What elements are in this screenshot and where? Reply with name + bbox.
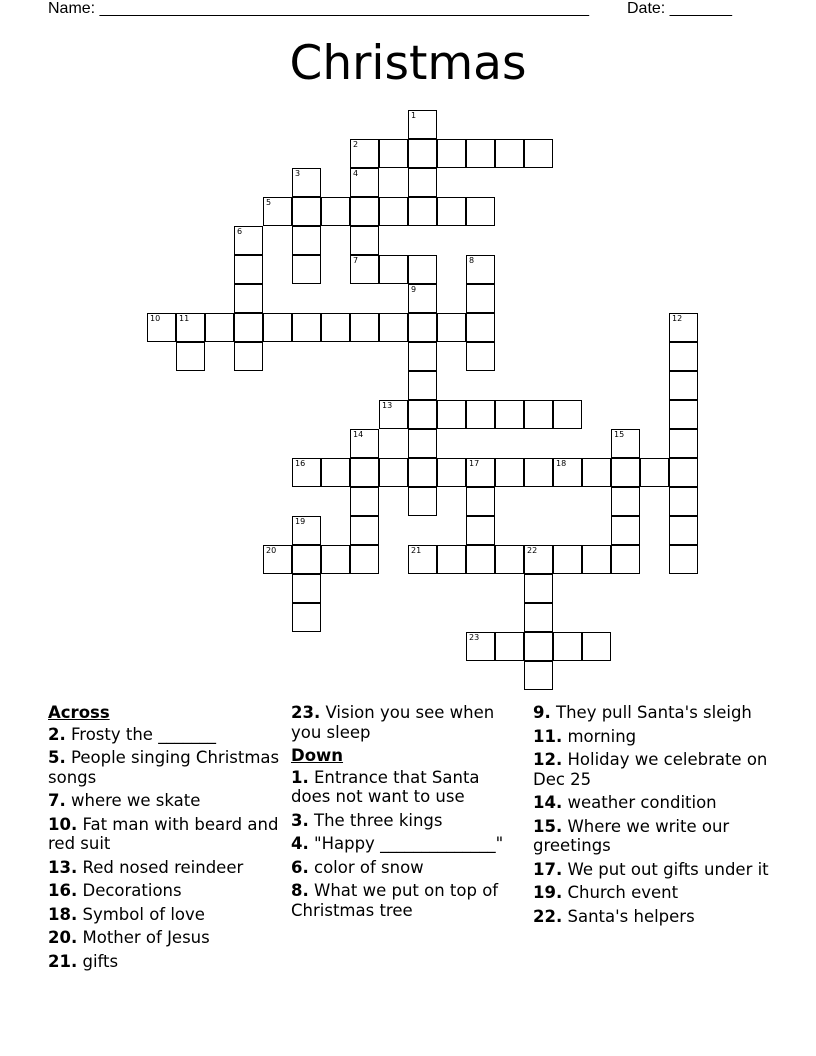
grid-cell[interactable] [234, 284, 263, 313]
grid-cell[interactable] [321, 545, 350, 574]
grid-cell[interactable] [582, 632, 611, 661]
grid-cell[interactable] [292, 197, 321, 226]
grid-cell[interactable] [321, 458, 350, 487]
grid-cell[interactable] [176, 342, 205, 371]
grid-cell[interactable] [495, 400, 524, 429]
grid-cell[interactable] [147, 313, 176, 342]
grid-cell[interactable] [408, 197, 437, 226]
grid-cell[interactable] [350, 458, 379, 487]
grid-cell[interactable] [408, 545, 437, 574]
clue-down-17: 17. We put out gifts under it [533, 859, 769, 879]
grid-cell[interactable] [466, 255, 495, 284]
grid-cell[interactable] [350, 545, 379, 574]
clue-number: 20 [266, 546, 277, 555]
clue-down-22: 22. Santa's helpers [533, 906, 695, 926]
grid-cell[interactable] [292, 574, 321, 603]
grid-cell[interactable] [350, 226, 379, 255]
grid-cell[interactable] [669, 516, 698, 545]
grid-cell[interactable] [466, 284, 495, 313]
grid-cell[interactable] [611, 458, 640, 487]
grid-cell[interactable] [466, 632, 495, 661]
clue-down-14: 14. weather condition [533, 793, 717, 812]
clue-across-10: 10. Fat man with beard and red suit [48, 814, 279, 853]
grid-cell[interactable] [611, 487, 640, 516]
clue-number: 19 [295, 517, 306, 526]
clue-across-7: 7. where we skate [48, 791, 201, 810]
grid-cell[interactable] [263, 313, 292, 342]
clue-number: 23 [469, 633, 480, 642]
clue-number: 1 [411, 111, 417, 120]
clue-across-23: 23. Vision you see when you sleep [291, 703, 495, 742]
grid-cell[interactable] [466, 197, 495, 226]
grid-cell[interactable] [466, 458, 495, 487]
clue-number: 15 [614, 430, 625, 439]
grid-cell[interactable] [350, 139, 379, 168]
grid-cell[interactable] [234, 255, 263, 284]
grid-cell[interactable] [553, 545, 582, 574]
grid-cell[interactable] [524, 139, 553, 168]
grid-cell[interactable] [408, 284, 437, 313]
grid-cell[interactable] [669, 342, 698, 371]
grid-cell[interactable] [611, 429, 640, 458]
clue-number: 21 [411, 546, 422, 555]
clue-down-1: 1. Entrance that Santa does not want to use [291, 767, 480, 806]
clue-number: 12 [672, 314, 683, 323]
grid-cell[interactable] [379, 197, 408, 226]
grid-cell[interactable] [350, 487, 379, 516]
clue-column-2 [291, 703, 523, 924]
down-heading: Down [291, 746, 344, 765]
clue-number: 13 [382, 401, 393, 410]
clue-number: 14 [353, 430, 364, 439]
grid-cell[interactable] [379, 400, 408, 429]
clue-number: 9 [411, 285, 417, 294]
clue-across-2: 2. Frosty the _______ [48, 724, 216, 744]
grid-cell[interactable] [292, 603, 321, 632]
grid-cell[interactable] [350, 197, 379, 226]
grid-cell[interactable] [466, 400, 495, 429]
grid-cell[interactable] [408, 255, 437, 284]
clue-number: 10 [150, 314, 161, 323]
clue-number: 16 [295, 459, 306, 468]
grid-cell[interactable] [408, 168, 437, 197]
grid-cell[interactable] [234, 226, 263, 255]
clue-down-12: 12. Holiday we celebrate on Dec 25 [533, 750, 768, 789]
grid-cell[interactable] [408, 110, 437, 139]
grid-cell[interactable] [263, 545, 292, 574]
clue-number: 8 [469, 256, 475, 265]
grid-cell[interactable] [176, 313, 205, 342]
clue-number: 18 [556, 459, 567, 468]
clue-number: 22 [527, 546, 538, 555]
grid-cell[interactable] [292, 313, 321, 342]
puzzle-title: Christmas [289, 36, 527, 91]
grid-cell[interactable] [495, 458, 524, 487]
grid-cell[interactable] [408, 487, 437, 516]
grid-cell[interactable] [524, 574, 553, 603]
grid-cell[interactable] [495, 139, 524, 168]
clue-across-20: 20. Mother of Jesus [48, 928, 210, 947]
grid-cell[interactable] [524, 661, 553, 690]
clue-across-16: 16. Decorations [48, 881, 182, 900]
grid-cell[interactable] [669, 400, 698, 429]
clue-down-3: 3. The three kings [291, 810, 443, 830]
clue-down-4: 4. "Happy ______________" [291, 834, 504, 853]
grid-cell[interactable] [350, 313, 379, 342]
grid-cell[interactable] [466, 313, 495, 342]
grid-cell[interactable] [611, 516, 640, 545]
grid-cell[interactable] [669, 487, 698, 516]
grid-cell[interactable] [466, 545, 495, 574]
grid-cell[interactable] [437, 545, 466, 574]
clue-number: 17 [469, 459, 480, 468]
clue-across-21: 21. gifts [48, 951, 119, 971]
grid-cell[interactable] [292, 516, 321, 545]
grid-cell[interactable] [524, 632, 553, 661]
clue-across-18: 18. Symbol of love [48, 904, 205, 924]
grid-cell[interactable] [321, 197, 350, 226]
grid-cell[interactable] [408, 371, 437, 400]
grid-cell[interactable] [408, 458, 437, 487]
across-heading: Across [48, 703, 110, 722]
grid-cell[interactable] [408, 313, 437, 342]
grid-cell[interactable] [292, 168, 321, 197]
clue-number: 7 [353, 256, 359, 265]
clue-number: 6 [237, 227, 243, 236]
grid-cell[interactable] [350, 168, 379, 197]
grid-cell[interactable] [582, 458, 611, 487]
grid-cell[interactable] [524, 603, 553, 632]
grid-cell[interactable] [582, 545, 611, 574]
grid-cell[interactable] [553, 632, 582, 661]
grid-cell[interactable] [292, 255, 321, 284]
clue-number: 3 [295, 169, 301, 178]
clue-across-13: 13. Red nosed reindeer [48, 857, 244, 877]
grid-cell[interactable] [524, 400, 553, 429]
clue-down-6: 6. color of snow [291, 857, 424, 877]
grid-cell[interactable] [669, 458, 698, 487]
clue-across-5: 5. People singing Christmas songs [48, 748, 280, 787]
grid-cell[interactable] [379, 458, 408, 487]
grid-cell[interactable] [437, 400, 466, 429]
clue-column-1 [48, 703, 280, 975]
grid-cell[interactable] [466, 139, 495, 168]
grid-cell[interactable] [350, 429, 379, 458]
grid-cell[interactable] [292, 458, 321, 487]
clue-number: 4 [353, 169, 359, 178]
clue-column-3 [533, 703, 773, 930]
grid-cell[interactable] [553, 458, 582, 487]
grid-cell[interactable] [321, 313, 350, 342]
grid-cell[interactable] [379, 255, 408, 284]
grid-cell[interactable] [292, 226, 321, 255]
grid-cell[interactable] [669, 429, 698, 458]
grid-cell[interactable] [350, 516, 379, 545]
grid-cell[interactable] [379, 139, 408, 168]
grid-cell[interactable] [205, 313, 234, 342]
grid-cell[interactable] [466, 487, 495, 516]
grid-cell[interactable] [234, 342, 263, 371]
clue-number: 5 [266, 198, 272, 207]
grid-cell[interactable] [437, 313, 466, 342]
grid-cell[interactable] [495, 545, 524, 574]
grid-cell[interactable] [437, 458, 466, 487]
clue-down-9: 9. They pull Santa's sleigh [533, 703, 752, 722]
grid-cell[interactable] [350, 255, 379, 284]
grid-cell[interactable] [669, 545, 698, 574]
name-field[interactable]: Name: _______________________________________________________ [48, 0, 589, 17]
clue-down-11: 11. morning [533, 726, 637, 746]
grid-cell[interactable] [524, 545, 553, 574]
clue-down-15: 15. Where we write our greetings [533, 816, 730, 855]
grid-cell[interactable] [408, 139, 437, 168]
grid-cell[interactable] [263, 197, 292, 226]
grid-cell[interactable] [669, 313, 698, 342]
grid-cell[interactable] [408, 400, 437, 429]
grid-cell[interactable] [524, 458, 553, 487]
grid-cell[interactable] [437, 197, 466, 226]
grid-cell[interactable] [495, 632, 524, 661]
clue-number: 11 [179, 314, 190, 323]
grid-cell[interactable] [669, 371, 698, 400]
clue-number: 2 [353, 140, 359, 149]
grid-cell[interactable] [466, 516, 495, 545]
grid-cell[interactable] [466, 342, 495, 371]
grid-cell[interactable] [234, 313, 263, 342]
grid-cell[interactable] [408, 429, 437, 458]
clue-down-19: 19. Church event [533, 883, 679, 902]
grid-cell[interactable] [553, 400, 582, 429]
grid-cell[interactable] [408, 342, 437, 371]
grid-cell[interactable] [379, 313, 408, 342]
grid-cell[interactable] [611, 545, 640, 574]
date-field[interactable]: Date: _______ [627, 0, 732, 17]
clue-down-8: 8. What we put on top of Christmas tree [291, 881, 499, 920]
grid-cell[interactable] [437, 139, 466, 168]
grid-cell[interactable] [640, 458, 669, 487]
grid-cell[interactable] [292, 545, 321, 574]
